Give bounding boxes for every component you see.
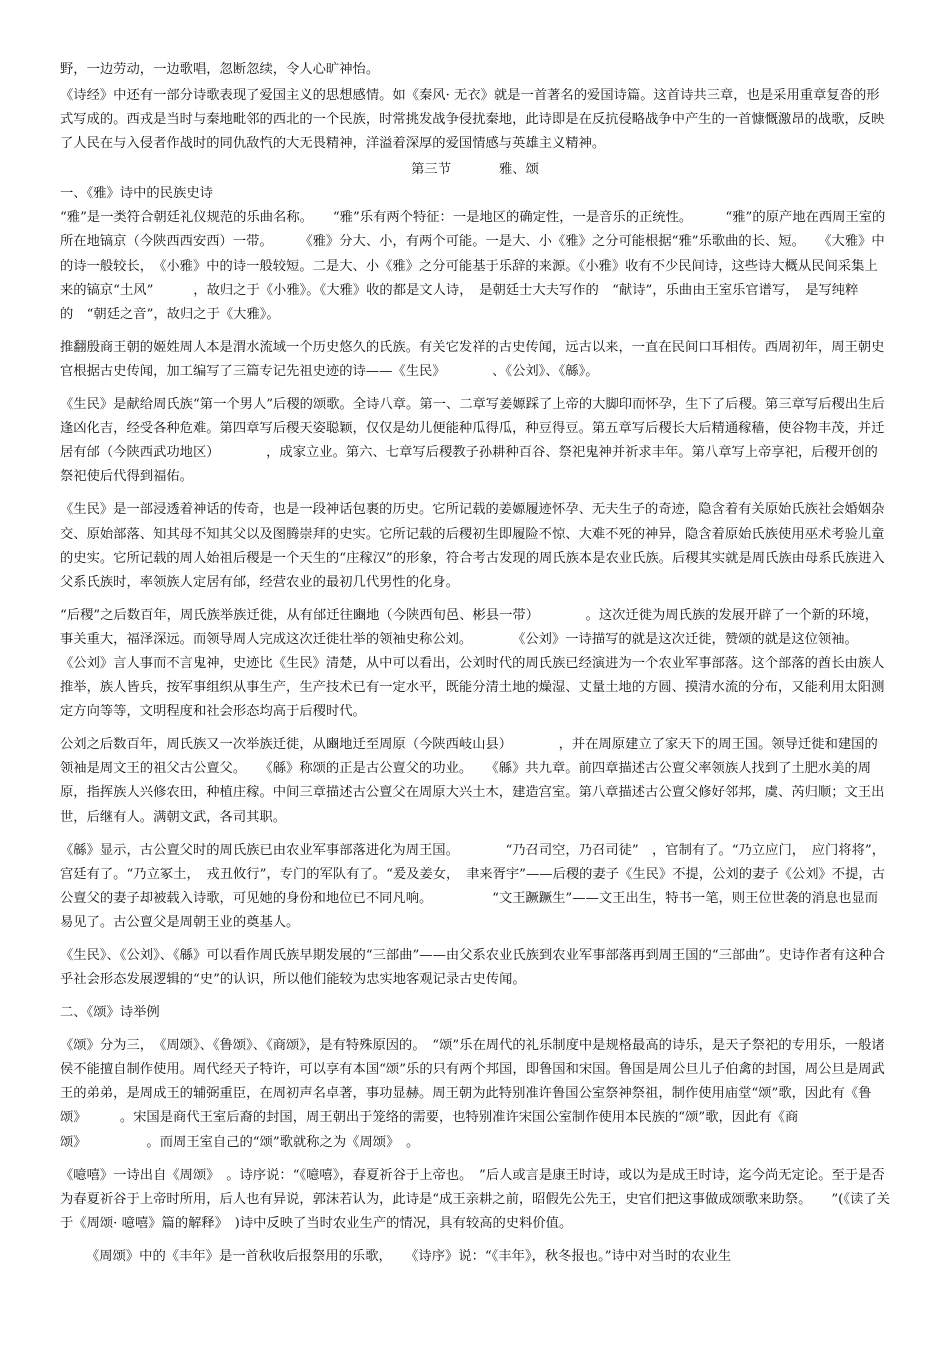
paragraph: 野，一边劳动，一边歌唱，忽断忽续，令人心旷神怡。 [60, 62, 380, 77]
subsection-heading: 一、《雅》诗中的民族史诗 [60, 186, 213, 202]
paragraph: 《诗经》中还有一部分诗歌表现了爱国主义的思想感情。如《秦风· 无衣》就是一首著名的爱国诗篇。这首诗共三章，也是采用重章复沓的形式写成的。西戎是当时与秦地毗邻的西北的一个民族，时常挑发战争侵扰秦地，此诗即是在反抗侵略战争中产生的一首慷慨激昂的战歌，反映了人民在与入侵者作战时的同仇敌忾的大无畏精神，洋溢着深厚的爱国情感与英雄主义精神。 [60, 88, 885, 152]
paragraph: 《緜》显示，古公亶父时的周氏族已由农业军事部落进化为周王国。 “乃召司空，乃召司徒” ，官制有了。“乃立应门， 应门将将”，宫廷有了。“乃立冢土， 戎丑攸行”，专门的军队有了。“爰及姜女， 聿来胥宇”——后稷的妻子《生民》不提，公刘的妻子《公刘》不提，古公亶父的妻子却被载入诗歌，可见她的身份和地位已不同凡响。 “文王蹶蹶生”——文王出生，特书一笔，则王位世袭的消息也显而易见了。古公亶父是周朝王业的奠基人。 [60, 842, 885, 930]
paragraph: 《噫嘻》一诗出自《周颂》 。诗序说：“《噫嘻》，春夏祈谷于上帝也。 ”后人或言是康王时诗，或以为是成王时诗，迄今尚无定论。至于是否为春夏祈谷于上帝时所用，后人也有异说，郭沫若认为，此诗是“成王亲耕之前，昭假先公先王，史官们把这事做成颂歌来助祭。 ”(《读了关于《周颂· 噫嘻》篇的解释》 )诗中反映了当时农业生产的情况，具有较高的史料价值。 [60, 1167, 890, 1231]
section-number: 第三节 [411, 162, 451, 178]
paragraph: 《周颂》中的《丰年》是一首秋收后报祭用的乐歌， 《诗序》说：“《丰年》，秋冬报也。”诗中对当时的农业生 [86, 1248, 732, 1264]
paragraph: 《生民》是一部浸透着神话的传奇，也是一段神话包裹的历史。它所记载的姜嫄履迹怀孕、无夫生子的奇迹，隐含着有关原始氏族社会婚姻杂交、原始部落、知其母不知其父以及图腾崇拜的史实。它所记载的后稷初生即履险不惊、大难不死的神异，隐含着原始氏族使用巫术考验儿童的史实。它所记载的周人始祖后稷是一个天生的“庄稼汉”的形象，符合考古发现的周氏族本是农业氏族。后稷其实就是周氏族由母系氏族进入父系氏族时，率领族人定居有邰，经营农业的最初几代男性的化身。 [60, 502, 885, 590]
section-title [60, 158, 890, 182]
paragraph: 《生民》是献给周氏族“第一个男人”后稷的颂歌。全诗八章。第一、二章写姜嫄踩了上帝的大脚印而怀孕，生下了后稷。第三章写后稷出生后逢凶化吉，经受各种危难。第四章写后稷天姿聪颖，仅仅是幼儿便能种瓜得瓜，种豆得豆。第五章写后稷长大后精通稼穑，使谷物丰茂，并迁居有邰（今陕西武功地区） ，成家立业。第六、七章写后稷教子孙耕种百谷、祭祀鬼神并祈求丰年。第八章写上帝享祀，后稷开创的祭祀使后代得到福佑。 [60, 397, 885, 485]
paragraph: 公刘之后数百年，周氏族又一次举族迁徙，从豳地迁至周原（今陕西岐山县） ，并在周原建立了家天下的周王国。领导迁徙和建国的领袖是周文王的祖父古公亶父。 《緜》称颂的正是古公亶父的功业。 《緜》共九章。前四章描述古公亶父率领族人找到了土肥水美的周原，指挥族人兴修农田，种植庄稼。中间三章描述古公亶父在周原大兴土木，建造宫室。第八章描述古公亶父修好邻邦，虞、芮归顺；文王出世，后继有人。满朝文武，各司其职。 [60, 737, 885, 825]
paragraph: “后稷”之后数百年，周氏族举族迁徙，从有邰迁往豳地（今陕西旬邑、彬县一带） 。这次迁徙为周氏族的发展开辟了一个新的环境，事关重大，福泽深远。而领导周人完成这次迁徙壮举的领袖史称公刘。 《公刘》一诗描写的就是这次迁徙，赞颂的就是这位领袖。 《公刘》言人事而不言鬼神，史迹比《生民》清楚，从中可以看出，公刘时代的周氏族已经演进为一个农业军事部落。这个部落的酋长由族人推举，族人皆兵，按军事组织从事生产，生产技术已有一定水平，既能分清土地的燥湿、丈量土地的方圆、摸清水流的分布，又能利用太阳测定方向等等，文明程度和社会形态均高于后稷时代。 [60, 607, 885, 720]
document-page [60, 58, 890, 1278]
paragraph: 推翻殷商王朝的姬姓周人本是渭水流域一个历史悠久的氏族。有关它发祥的古史传闻，远古以来，一直在民间口耳相传。西周初年，周王朝史官根据古史传闻，加工编写了三篇专记先祖史迹的诗——《生民》 、《公刘》、《緜》。 [60, 339, 885, 379]
section-name: 雅、颂 [499, 162, 539, 178]
paragraph: 《生民》、《公刘》、《緜》可以看作周氏族早期发展的“三部曲”——由父系农业氏族到农业军事部落再到周王国的“三部曲”。史诗作者有这种合乎社会形态发展逻辑的“史”的认识，所以他们能较为忠实地客观记录古史传闻。 [60, 948, 885, 988]
subsection-heading: 二、《颂》诗举例 [60, 1005, 160, 1021]
paragraph: “雅”是一类符合朝廷礼仪规范的乐曲名称。 “雅”乐有两个特征：一是地区的确定性，一是音乐的正统性。 “雅”的原产地在西周王室的所在地镐京（今陕西西安西）一带。 《雅》分大、小，有两个可能。一是大、小《雅》之分可能根据“雅”乐歌曲的长、短。 《大雅》中的诗一般较长， 《小雅》中的诗一般较短。二是大、小《雅》之分可能基于乐辞的来源。《小雅》收有不少民间诗，这些诗大概从民间采集上来的镐京“土风” ，故归之于《小雅》。《大雅》收的都是文人诗， 是朝廷士大夫写作的 “献诗”，乐曲由王室乐官谱写， 是写纯粹的 “朝廷之音”，故归之于《大雅》。 [60, 210, 886, 322]
paragraph: 《颂》分为三， 《周颂》、《鲁颂》、《商颂》，是有特殊原因的。 “颂”乐在周代的礼乐制度中是规格最高的诗乐，是天子祭祀的专用乐，一般诸侯不能擅自制作使用。周代经天子特许，可以享有本国“颂”乐的只有两个邦国，即鲁国和宋国。鲁国是周公旦儿子伯禽的封国，周公旦是周武王的弟弟，是周成王的辅弼重臣，在周初声名卓著，事功显赫。周王朝为此特别准许鲁国公室祭神祭祖，制作使用庙堂“颂”歌，因此有《鲁颂》 。宋国是商代王室后裔的封国，周王朝出于笼络的需要，也特别准许宋国公室制作使用本民族的“颂”歌，因此有《商颂》 。而周王室自己的“颂”歌就称之为《周颂》 。 [60, 1038, 885, 1150]
